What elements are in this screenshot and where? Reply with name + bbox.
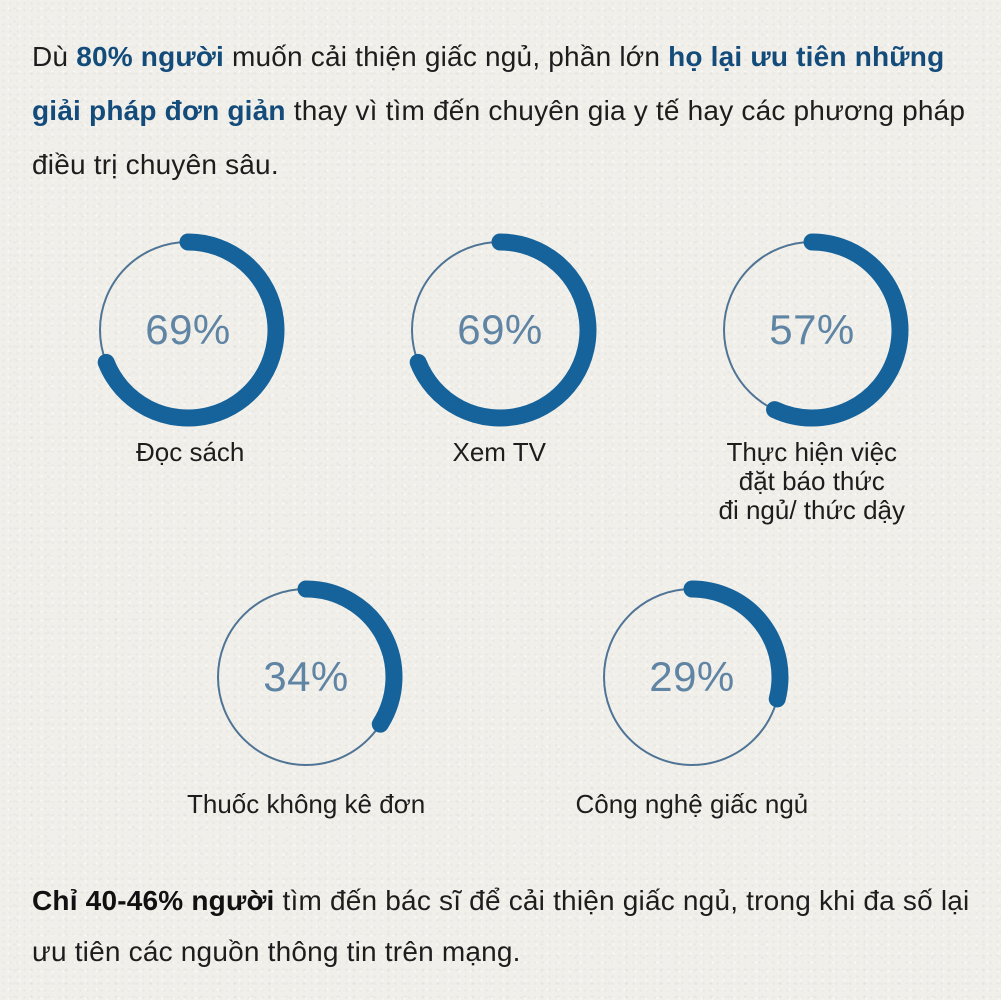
donut-5 [592, 577, 792, 777]
category-label-line: Thực hiện việc [726, 437, 898, 467]
intro-part-3: thay vì tìm đến chuyên gia y tế hay các phương pháp điều trị chuyên sâu. [32, 95, 966, 180]
category-label-line: Công nghệ giấc ngủ [575, 789, 809, 819]
intro-text [32, 30, 977, 192]
category-label-line: Đọc sách [136, 437, 245, 467]
outro-highlight-stat: Chỉ 40-46% người [32, 885, 275, 916]
category-label-line: Thuốc không kê đơn [187, 789, 426, 819]
intro-part-2: muốn cải thiện giấc ngủ, phần lớn [223, 41, 669, 72]
donut-percent-label: 57% [769, 306, 855, 353]
donut-category-label [453, 438, 546, 467]
category-label-line: Xem TV [452, 437, 546, 467]
donut-category-label [187, 790, 425, 819]
donut-4 [206, 577, 406, 777]
category-label-line: đi ngủ/ thức dậy [718, 495, 906, 525]
donut-category-label [576, 790, 809, 819]
intro-part-1: Dù [32, 41, 77, 72]
intro-highlight-stat: 80% người [76, 41, 224, 72]
donut-percent-label: 29% [649, 653, 735, 700]
donut-category-label [719, 438, 906, 525]
intro-highlight-phrase: họ lại ưu tiên những giải pháp đơn giản [32, 41, 945, 126]
donut-percent-label: 34% [263, 653, 349, 700]
donut-3 [712, 230, 912, 430]
donut-percent-label: 69% [457, 306, 543, 353]
outro-text [32, 875, 977, 977]
category-label-line: đặt báo thức [738, 466, 885, 496]
donut-2 [400, 230, 600, 430]
donut-percent-label: 69% [145, 306, 231, 353]
donut-1 [88, 230, 288, 430]
outro-part-1: tìm đến bác sĩ để cải thiện giấc ngủ, trong khi đa số lại ưu tiên các nguồn thông tin trên mạng. [32, 885, 970, 967]
donut-category-label [136, 438, 244, 467]
